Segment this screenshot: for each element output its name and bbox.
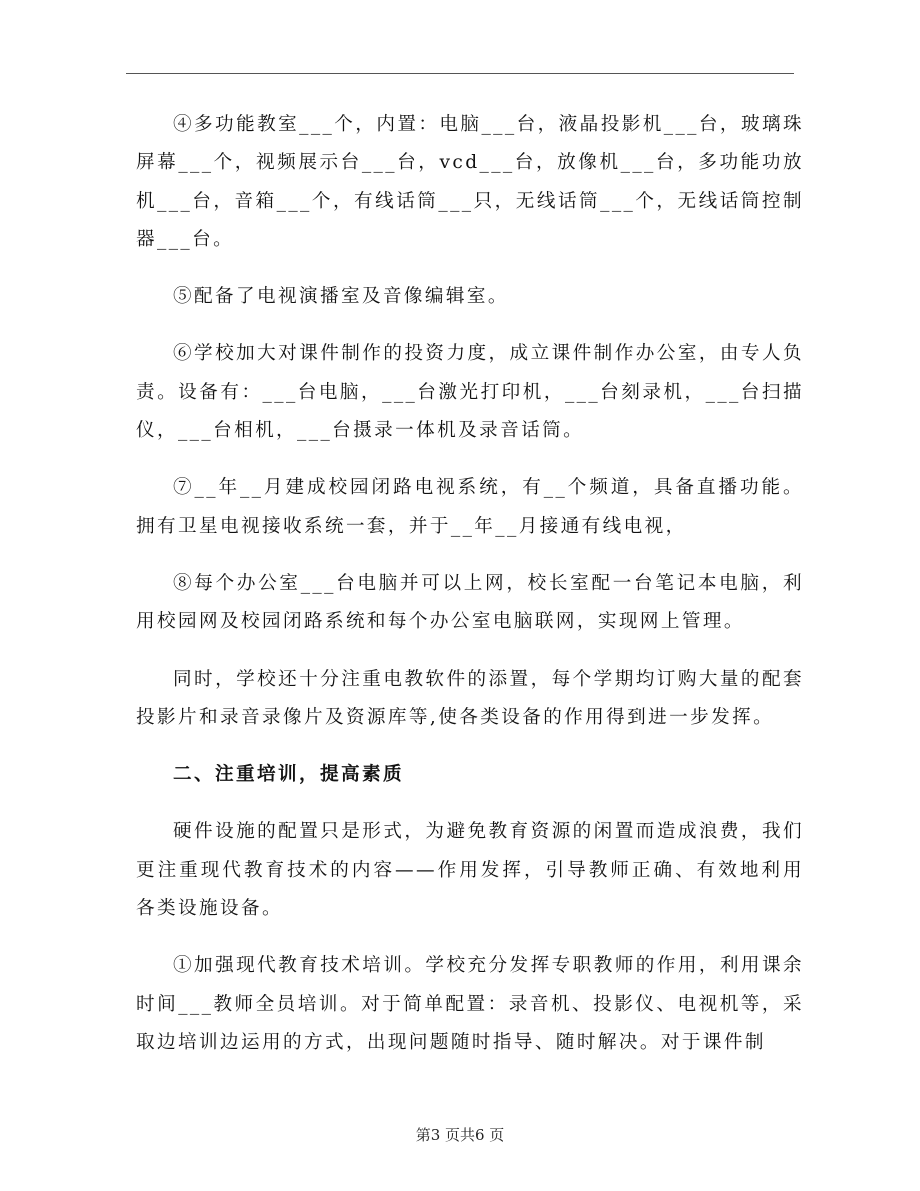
paragraph-courseware-office: ⑥学校加大对课件制作的投资力度，成立课件制作办公室，由专人负责。设备有：___台电脑，___台激光打印机，___台刻录机，___台扫描仪，___台相机，___台摄录一体机及录音话筒。 (136, 343, 804, 442)
page-footer: 第3 页共6 页 (415, 1126, 505, 1144)
paragraph-office-network: ⑧每个办公室___台电脑并可以上网，校长室配一台笔记本电脑，利用校园网及校园闭路系统和每个办公室电脑联网，实现网上管理。 (136, 572, 804, 633)
paragraph-training: ①加强现代教育技术培训。学校充分发挥专职教师的作用，利用课余时间___教师全员培训。对于简单配置：录音机、投影仪、电视机等，采取边培训边运用的方式，出现问题随时指导、随时解决。对于课件制 (136, 955, 804, 1053)
paragraph-studio: ⑤配备了电视演播室及音像编辑室。 (173, 286, 509, 308)
document-body (136, 106, 804, 1081)
paragraph-hardware-config: 硬件设施的配置只是形式，为避免教育资源的闲置而造成浪费，我们更注重现代教育技术的内容——作用发挥，引导教师正确、有效地利用各类设施设备。 (136, 821, 804, 920)
paragraph-cctv-system: ⑦__年__月建成校园闭路电视系统，有__个频道，具备直播功能。拥有卫星电视接收系统一套，并于__年__月接通有线电视， (136, 477, 804, 537)
section-heading: 二、注重培训，提高素质 (173, 764, 404, 786)
paragraph-multimedia-classroom: ④多功能教室___个，内置：电脑___台，液晶投影机___台，玻璃珠屏幕___个，视频展示台___台，vcd___台，放像机___台，多功能功放机___台，音箱___个，有线话筒___只，无线话筒___个，无线话筒控制器___台。 (136, 114, 804, 250)
header-rule (126, 73, 794, 74)
paragraph-software: 同时，学校还十分注重电教软件的添置，每个学期均订购大量的配套投影片和录音录像片及资源库等,使各类设备的作用得到进一步发挥。 (136, 668, 804, 728)
